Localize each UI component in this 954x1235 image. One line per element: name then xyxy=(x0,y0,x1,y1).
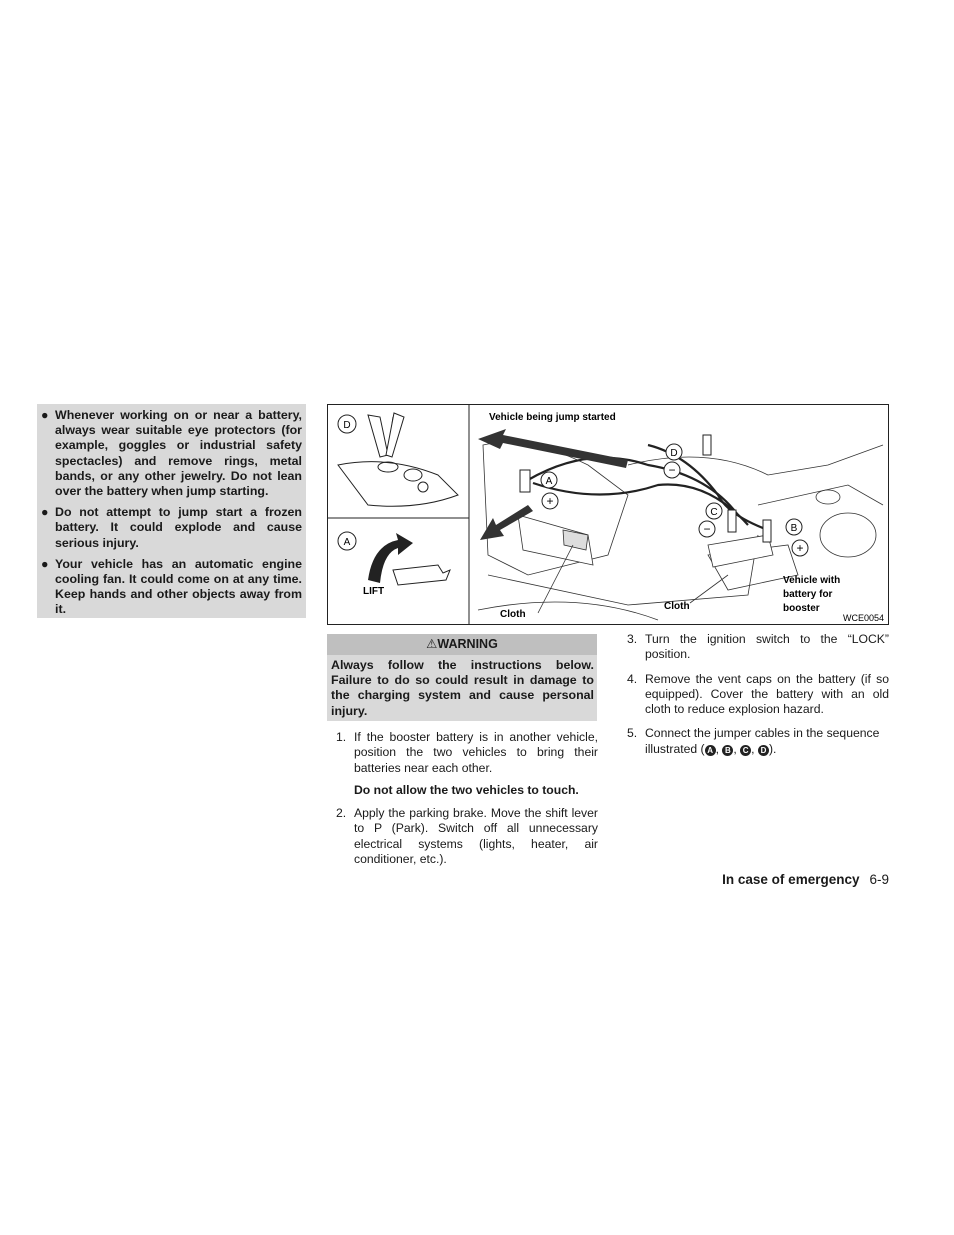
bullet-dot-icon: ● xyxy=(41,505,49,520)
footer-section: In case of emergency xyxy=(722,872,860,887)
minus-icon: − xyxy=(703,522,711,536)
warning-triangle-icon: ⚠ xyxy=(426,637,438,651)
label-d: D xyxy=(670,448,678,459)
steps-column-2 xyxy=(627,632,889,764)
step-item: 1. If the booster battery is in another vehicle, position the two vehicles to bring their batteries near each other. xyxy=(336,730,598,775)
booster-label-1: Vehicle with xyxy=(783,575,841,586)
step-item: 4. Remove the vent caps on the battery (if so equipped). Cover the battery with an old cloth to reduce explosion hazard. xyxy=(627,671,889,717)
cloth-left-label: Cloth xyxy=(500,609,526,620)
inset-d-label: D xyxy=(343,420,351,431)
caution-bullet: ● Whenever working on or near a battery, always wear suitable eye protectors (for example, goggles or industrial safety spectacles) and remove rings, metal bands, or any other jewelry. Do not lean over the battery when jump starting. xyxy=(41,408,302,499)
step-item: 3. Turn the ignition switch to the “LOCK” position. xyxy=(627,632,889,662)
figure-code: WCE0054 xyxy=(842,613,884,623)
inset-a-label: A xyxy=(343,537,351,548)
bullet-dot-icon: ● xyxy=(41,408,49,422)
page-footer xyxy=(600,872,889,887)
warning-body: Always follow the instructions below. Failure to do so could result in damage to the charging system and cause personal injury. xyxy=(327,655,597,721)
label-b: B xyxy=(790,523,798,534)
arrow-vehicle-jump xyxy=(478,429,628,468)
ref-b-icon: B xyxy=(722,745,733,756)
bullet-dot-icon: ● xyxy=(41,556,49,571)
caution-bullet: ● Your vehicle has an automatic engine cooling fan. It could come on at any time. Keep hands and other objects away from it. xyxy=(41,556,302,617)
label-c: C xyxy=(710,507,718,518)
plus-icon: + xyxy=(546,494,554,508)
warning-header xyxy=(327,634,597,655)
illustration-svg xyxy=(328,405,888,624)
label-a: A xyxy=(545,476,553,487)
step-item: 2. Apply the parking brake. Move the shift lever to P (Park). Switch off all unnecessary electrical systems (lights, heater, air conditioner, etc.). xyxy=(336,806,598,867)
steps-column-1 xyxy=(336,730,598,874)
step-note: Do not allow the two vehicles to touch. xyxy=(354,782,579,797)
booster-label-3: booster xyxy=(783,603,820,614)
jump-start-illustration xyxy=(327,404,889,625)
ref-c-icon: C xyxy=(740,745,751,756)
ref-d-icon: D xyxy=(758,745,769,756)
ref-a-icon: A xyxy=(705,745,716,756)
caution-box xyxy=(37,404,306,618)
minus-icon: − xyxy=(668,463,676,477)
lift-label: LIFT xyxy=(363,586,385,597)
booster-label-2: battery for xyxy=(783,589,833,600)
plus-icon: + xyxy=(796,541,804,555)
caution-bullet: ● Do not attempt to jump start a frozen battery. It could explode and cause serious injury. xyxy=(41,505,302,550)
warning-title: WARNING xyxy=(437,637,498,651)
vehicle-jump-label: Vehicle being jump started xyxy=(489,412,616,423)
page-number: 6-9 xyxy=(869,872,889,887)
inset-a-drawing xyxy=(368,533,450,585)
cloth-right-label: Cloth xyxy=(664,601,690,612)
step-item: 5. Connect the jumper cables in the sequence illustrated ( A , B , C , D ). xyxy=(627,726,880,756)
